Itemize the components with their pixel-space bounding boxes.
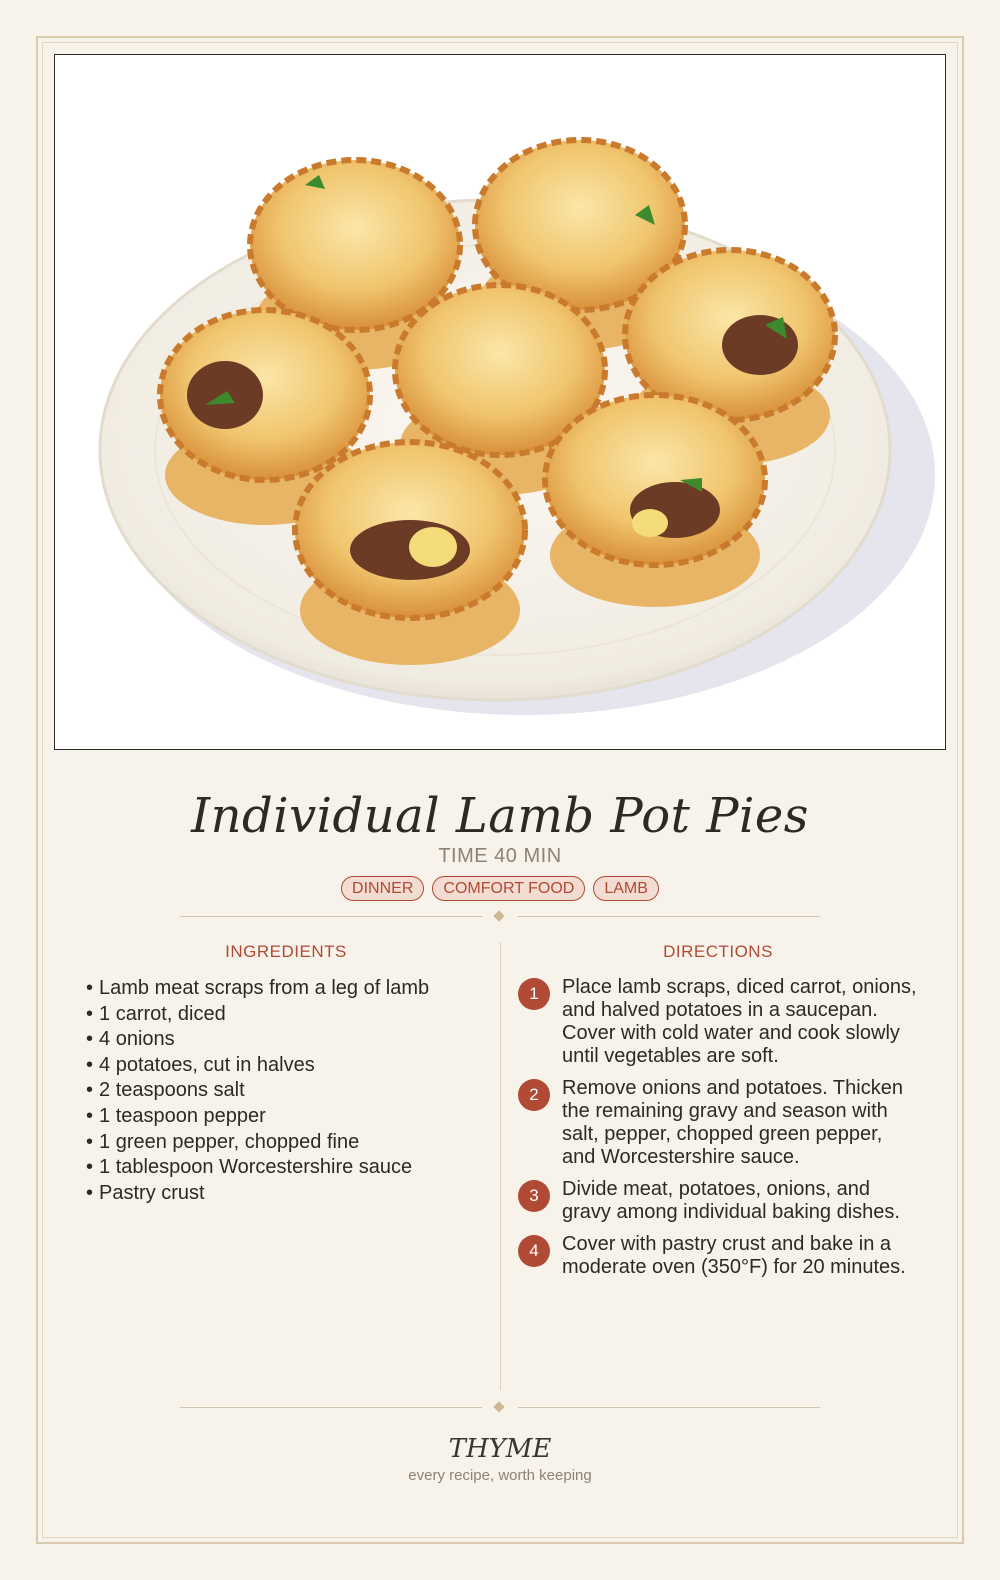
- step-text: Place lamb scraps, diced carrot, onions, and halved potatoes in a saucepan. Cover with cold water and cook slowly until vegetables are soft.: [562, 976, 917, 1067]
- divider-top: [180, 911, 820, 923]
- brand-tagline: every recipe, worth keeping: [408, 1467, 592, 1484]
- tag-list: [0, 876, 1000, 901]
- directions-list: [518, 976, 918, 1279]
- ingredient-item: • Pastry crust: [86, 1181, 486, 1207]
- pie-7: [295, 442, 525, 665]
- step-number-badge: 3: [518, 1180, 550, 1212]
- ingredient-item: • 1 tablespoon Worcestershire sauce: [86, 1155, 486, 1181]
- tag-dinner[interactable]: DINNER: [341, 876, 424, 901]
- step-number-badge: 2: [518, 1079, 550, 1111]
- ingredients-heading: INGREDIENTS: [225, 942, 347, 961]
- ingredient-item: • 1 green pepper, chopped fine: [86, 1130, 486, 1156]
- direction-step: [518, 1233, 918, 1279]
- ingredient-item: • Lamb meat scraps from a leg of lamb: [86, 976, 486, 1002]
- ingredient-item: • 1 teaspoon pepper: [86, 1104, 486, 1130]
- ingredients-list: [86, 976, 486, 1206]
- directions-heading: DIRECTIONS: [663, 942, 773, 961]
- step-number-badge: 4: [518, 1235, 550, 1267]
- ingredient-item: • 2 teaspoons salt: [86, 1078, 486, 1104]
- ingredient-item: • 4 potatoes, cut in halves: [86, 1053, 486, 1079]
- divider-bottom: [180, 1402, 820, 1414]
- pie-6: [545, 395, 765, 607]
- brand-logo: THYME: [448, 1434, 552, 1464]
- direction-step: [518, 1178, 918, 1224]
- direction-step: [518, 976, 918, 1068]
- step-number-badge: 1: [518, 978, 550, 1010]
- tag-lamb[interactable]: LAMB: [593, 876, 659, 901]
- cook-time: TIME 40 MIN: [438, 845, 562, 867]
- step-text: Remove onions and potatoes. Thicken the remaining gravy and season with salt, pepper, chopped green pepper, and Worcestershire sauce.: [562, 1077, 903, 1168]
- step-text: Divide meat, potatoes, onions, and gravy among individual baking dishes.: [562, 1178, 900, 1223]
- diamond-ornament-icon: [493, 910, 504, 921]
- tag-comfort-food[interactable]: COMFORT FOOD: [432, 876, 585, 901]
- ingredient-item: • 4 onions: [86, 1027, 486, 1053]
- diamond-ornament-icon: [493, 1401, 504, 1412]
- ingredient-item: • 1 carrot, diced: [86, 1002, 486, 1028]
- pot-pies-illustration: [55, 55, 946, 750]
- column-divider: [500, 942, 501, 1390]
- recipe-title: Individual Lamb Pot Pies: [191, 788, 809, 844]
- step-text: Cover with pastry crust and bake in a moderate oven (350°F) for 20 minutes.: [562, 1233, 906, 1278]
- direction-step: [518, 1077, 918, 1169]
- recipe-photo: [54, 54, 946, 750]
